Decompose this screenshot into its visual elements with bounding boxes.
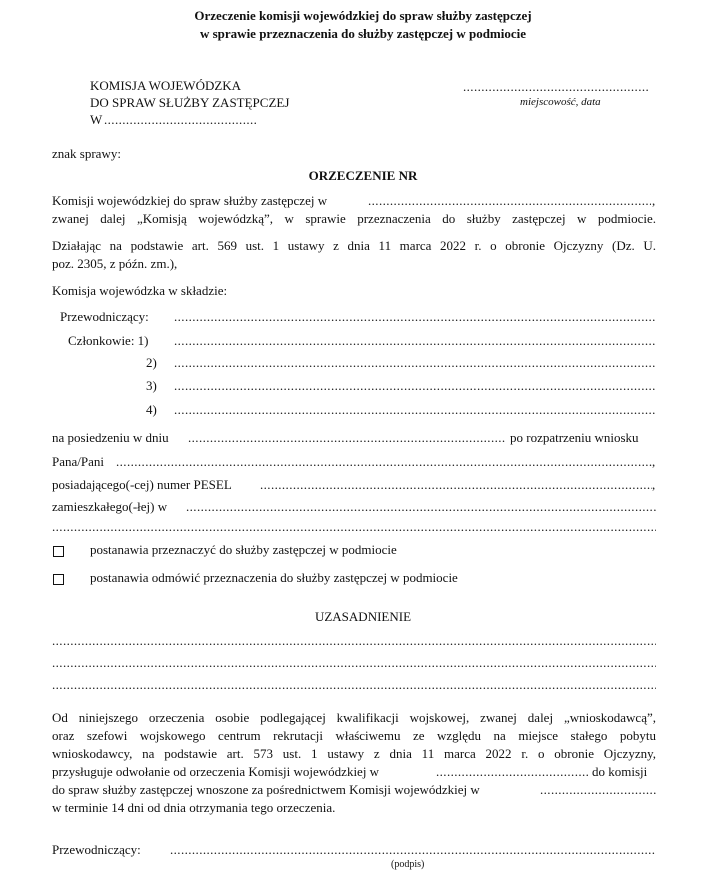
- member-3-field[interactable]: [174, 378, 656, 394]
- justification-line-1[interactable]: [52, 633, 656, 649]
- member-2-field[interactable]: [174, 355, 656, 371]
- place-date-caption: miejscowość, data: [520, 96, 601, 108]
- applicant-comma: ,: [652, 454, 656, 469]
- intro-line1-comma: ,: [652, 193, 656, 208]
- residence-field-continued[interactable]: [52, 519, 656, 535]
- document-title-line2: w sprawie przeznaczenia do służby zastępczej w podmiocie: [199, 26, 527, 41]
- member-3-number: 3): [146, 378, 157, 393]
- appeal-commission-field[interactable]: [436, 764, 590, 780]
- pesel-comma: ,: [652, 477, 656, 492]
- applicant-name-field[interactable]: [116, 454, 652, 470]
- composition-heading: Komisja wojewódzka w składzie:: [52, 283, 228, 298]
- legal-basis-line2: poz. 2305, z późn. zm.),: [52, 256, 178, 271]
- option-refuse-label: postanawia odmówić przeznaczenia do służby zastępczej w podmiocie: [90, 570, 458, 585]
- session-suffix: po rozpatrzeniu wniosku: [510, 430, 639, 445]
- option-assign-label: postanawia przeznaczyć do służby zastępczej w podmiocie: [90, 542, 397, 557]
- member-2-number: 2): [146, 355, 157, 370]
- appeal-line4-suffix: do komisji: [592, 764, 648, 779]
- applicant-label: Pana/Pani: [52, 454, 104, 469]
- chair-label: Przewodniczący:: [60, 309, 149, 324]
- session-date-label: na posiedzeniu w dniu: [52, 430, 169, 445]
- session-date-field[interactable]: [188, 430, 506, 446]
- chair-field[interactable]: [174, 309, 656, 325]
- member-4-number: 4): [146, 402, 157, 417]
- decision-heading: ORZECZENIE NR: [308, 168, 418, 183]
- commission-location-field[interactable]: [104, 112, 258, 128]
- place-date-field[interactable]: [463, 79, 649, 95]
- intro-line2: zwanej dalej „Komisją wojewódzką”, w sprawie przeznaczenia do służby zastępczej w podmiocie.: [52, 211, 656, 226]
- appeal-line5-prefix: do spraw służby zastępczej wnoszone za pośrednictwem Komisji wojewódzkiej w: [52, 782, 480, 797]
- signature-chair-label: Przewodniczący:: [52, 842, 141, 857]
- pesel-label: posiadającego(-cej) numer PESEL: [52, 477, 232, 492]
- intro-line1-prefix: Komisji wojewódzkiej do spraw służby zastępczej w: [52, 193, 328, 208]
- members-label: Członkowie: 1): [68, 333, 149, 348]
- member-1-field[interactable]: [174, 333, 656, 349]
- appeal-line1: Od niniejszego orzeczenia osobie podlegającej kwalifikacji wojskowej, zwanej dalej „wnioskodawcą”,: [52, 710, 656, 725]
- justification-line-3[interactable]: [52, 677, 656, 693]
- residence-label: zamieszkałego(-łej) w: [52, 499, 168, 514]
- justification-heading: UZASADNIENIE: [314, 609, 412, 624]
- appeal-line6: w terminie 14 dni od dnia otrzymania tego orzeczenia.: [52, 800, 336, 815]
- case-number-label: znak sprawy:: [52, 146, 121, 161]
- appeal-line4-prefix: przysługuje odwołanie od orzeczenia Komisji wojewódzkiej w: [52, 764, 380, 779]
- commission-name-line2: DO SPRAW SŁUŻBY ZASTĘPCZEJ: [90, 95, 290, 110]
- appeal-line2: oraz szefowi wojskowego centrum rekrutacji właściwemu ze względu na miejsce stałego pobytu: [52, 728, 656, 743]
- legal-basis-line1: Działając na podstawie art. 569 ust. 1 ustawy z dnia 11 marca 2022 r. o obronie Ojczyzny (Dz. U.: [52, 238, 656, 253]
- option-refuse-checkbox[interactable]: [53, 574, 64, 585]
- option-assign-checkbox[interactable]: [53, 546, 64, 557]
- appeal-line3: wnioskodawcy, na podstawie art. 573 ust. 1 ustawy z dnia 11 marca 2022 r. o obronie Ojczyzny,: [52, 746, 656, 761]
- member-4-field[interactable]: [174, 402, 656, 418]
- commission-location-label: W: [90, 112, 103, 127]
- pesel-field[interactable]: [260, 477, 652, 493]
- justification-line-2[interactable]: [52, 655, 656, 671]
- signature-caption: (podpis): [391, 859, 425, 870]
- appeal-intermediary-field[interactable]: [540, 782, 656, 798]
- signature-field[interactable]: [170, 842, 656, 858]
- residence-field[interactable]: [186, 499, 656, 515]
- commission-location-field-2[interactable]: [368, 193, 651, 209]
- commission-name-line1: KOMISJA WOJEWÓDZKA: [90, 78, 242, 93]
- document-title-line1: Orzeczenie komisji wojewódzkiej do spraw służby zastępczej: [194, 8, 532, 23]
